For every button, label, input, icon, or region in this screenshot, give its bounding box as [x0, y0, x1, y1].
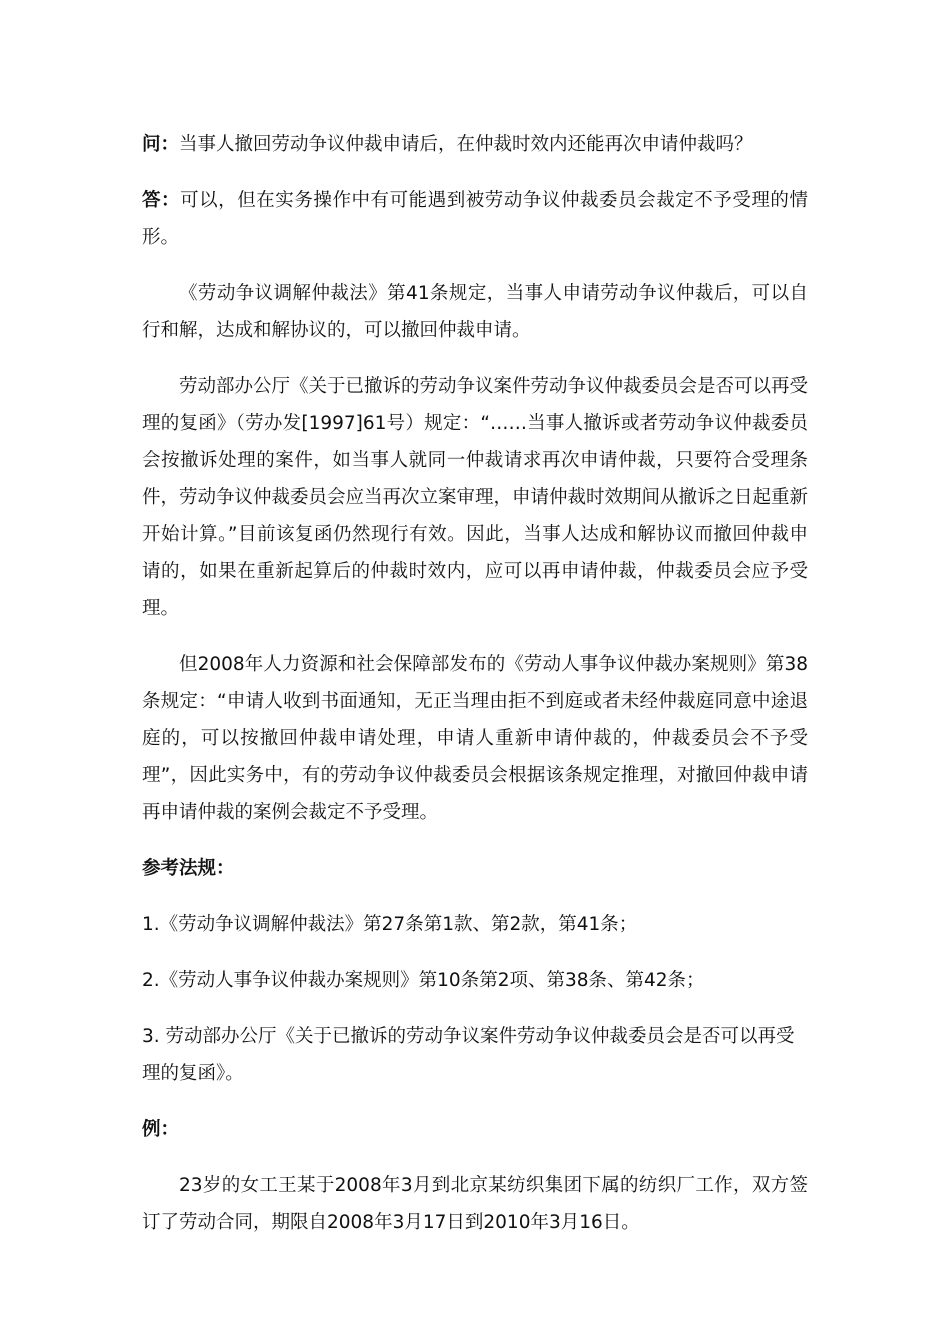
reference-item-1: 1.《劳动争议调解仲裁法》第27条第1款、第2款，第41条；	[142, 914, 638, 935]
reference-item-2: 2.《劳动人事争议仲裁办案规则》第10条第2项、第38条、第42条；	[142, 970, 705, 991]
reference-item-3: 3. 劳动部办公厅《关于已撤诉的劳动争议案件劳动争议仲裁委员会是否可以再受理的复函》。	[142, 1026, 795, 1084]
body-paragraph-2: 劳动部办公厅《关于已撤诉的劳动争议案件劳动争议仲裁委员会是否可以再受理的复函》（劳办发[1997]61号）规定：“……当事人撤诉或者劳动争议仲裁委员会按撤诉处理的案件，如当事人就同一仲裁请求再次申请仲裁，只要符合受理条件，劳动争议仲裁委员会应当再次立案审理，申请仲裁时效期间从撤诉之日起重新开始计算。”目前该复函仍然现行有效。因此，当事人达成和解协议而撤回仲裁申请的，如果在重新起算后的仲裁时效内，应可以再申请仲裁，仲裁委员会应予受理。	[142, 376, 809, 619]
answer-paragraph	[142, 182, 808, 256]
body-paragraph-1: 《劳动争议调解仲裁法》第41条规定，当事人申请劳动争议仲裁后，可以自行和解，达成和解协议的，可以撤回仲裁申请。	[142, 283, 808, 341]
answer-label: 答：	[142, 190, 181, 211]
answer-text: 可以，但在实务操作中有可能遇到被劳动争议仲裁委员会裁定不予受理的情形。	[142, 190, 808, 248]
question-paragraph	[142, 126, 808, 163]
example-paragraph: 23岁的女工王某于2008年3月到北京某纺织集团下属的纺织厂工作，双方签订了劳动合同，期限自2008年3月17日到2010年3月16日。	[142, 1175, 808, 1233]
question-label: 问：	[142, 134, 180, 155]
references-heading: 参考法规：	[142, 858, 235, 879]
question-text: 当事人撤回劳动争议仲裁申请后，在仲裁时效内还能再次申请仲裁吗？	[179, 134, 753, 155]
body-paragraph-3: 但2008年人力资源和社会保障部发布的《劳动人事争议仲裁办案规则》第38条规定：“申请人收到书面通知，无正当理由拒不到庭或者未经仲裁庭同意中途退庭的，可以按撤回仲裁申请处理，申请人重新申请仲裁的，仲裁委员会不予受理”，因此实务中，有的劳动争议仲裁委员会根据该条规定推理，对撤回仲裁申请再申请仲裁的案例会裁定不予受理。	[142, 654, 808, 823]
document-page	[142, 126, 808, 1260]
example-heading: 例：	[142, 1119, 180, 1140]
